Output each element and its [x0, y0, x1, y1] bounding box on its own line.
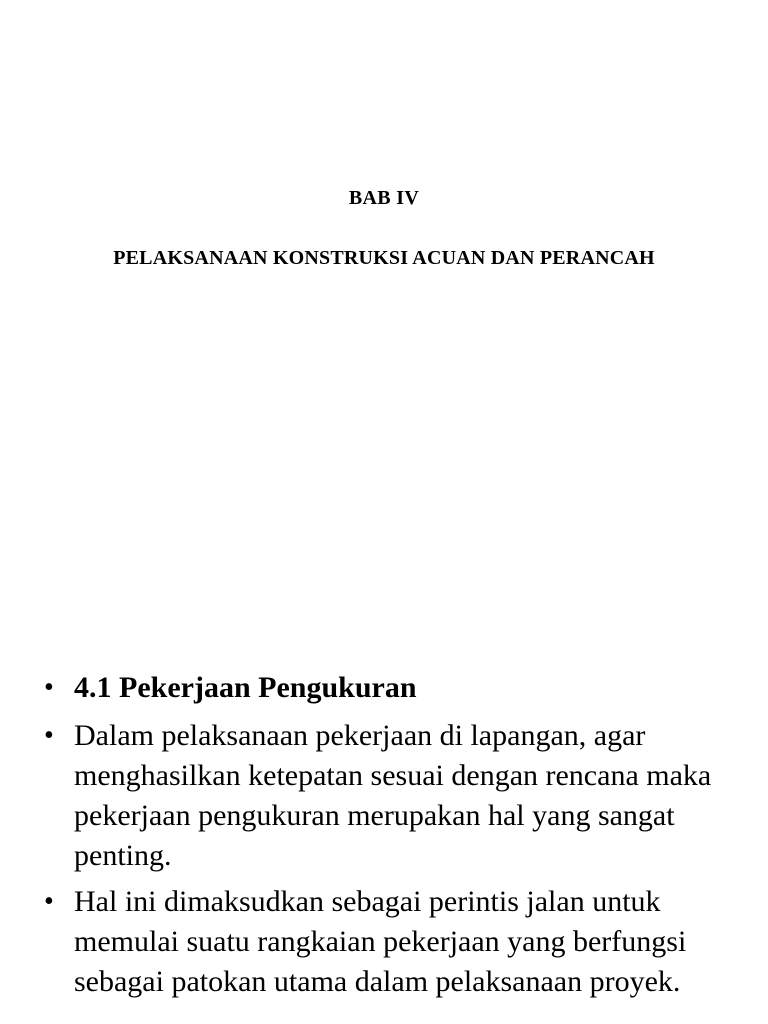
bullet-icon: •	[44, 886, 54, 917]
bullet-text: Hal ini dimaksudkan sebagai perintis jalan untuk memulai suatu rangkaian pekerjaan yang berfungsi sebagai patokan utama dalam pelaksanaan proyek.	[74, 885, 687, 998]
bullet-icon: •	[44, 720, 54, 751]
chapter-label: BAB IV	[348, 187, 420, 209]
section-heading-item	[0, 668, 734, 708]
bullet-text: Dalam pelaksanaan pekerjaan di lapangan, agar menghasilkan ketepatan sesuai dengan rencana maka pekerjaan pengukuran merupakan hal yang sangat penting.	[74, 719, 712, 872]
bullet-item	[0, 716, 734, 876]
content-slide	[0, 668, 768, 1024]
bullet-icon: •	[44, 672, 54, 703]
bullet-item	[0, 882, 734, 1002]
section-heading: 4.1 Pekerjaan Pengukuran	[74, 671, 417, 704]
chapter-title: PELAKSANAAN KONSTRUKSI ACUAN DAN PERANCAH	[113, 247, 655, 269]
bullet-list	[0, 668, 734, 1008]
